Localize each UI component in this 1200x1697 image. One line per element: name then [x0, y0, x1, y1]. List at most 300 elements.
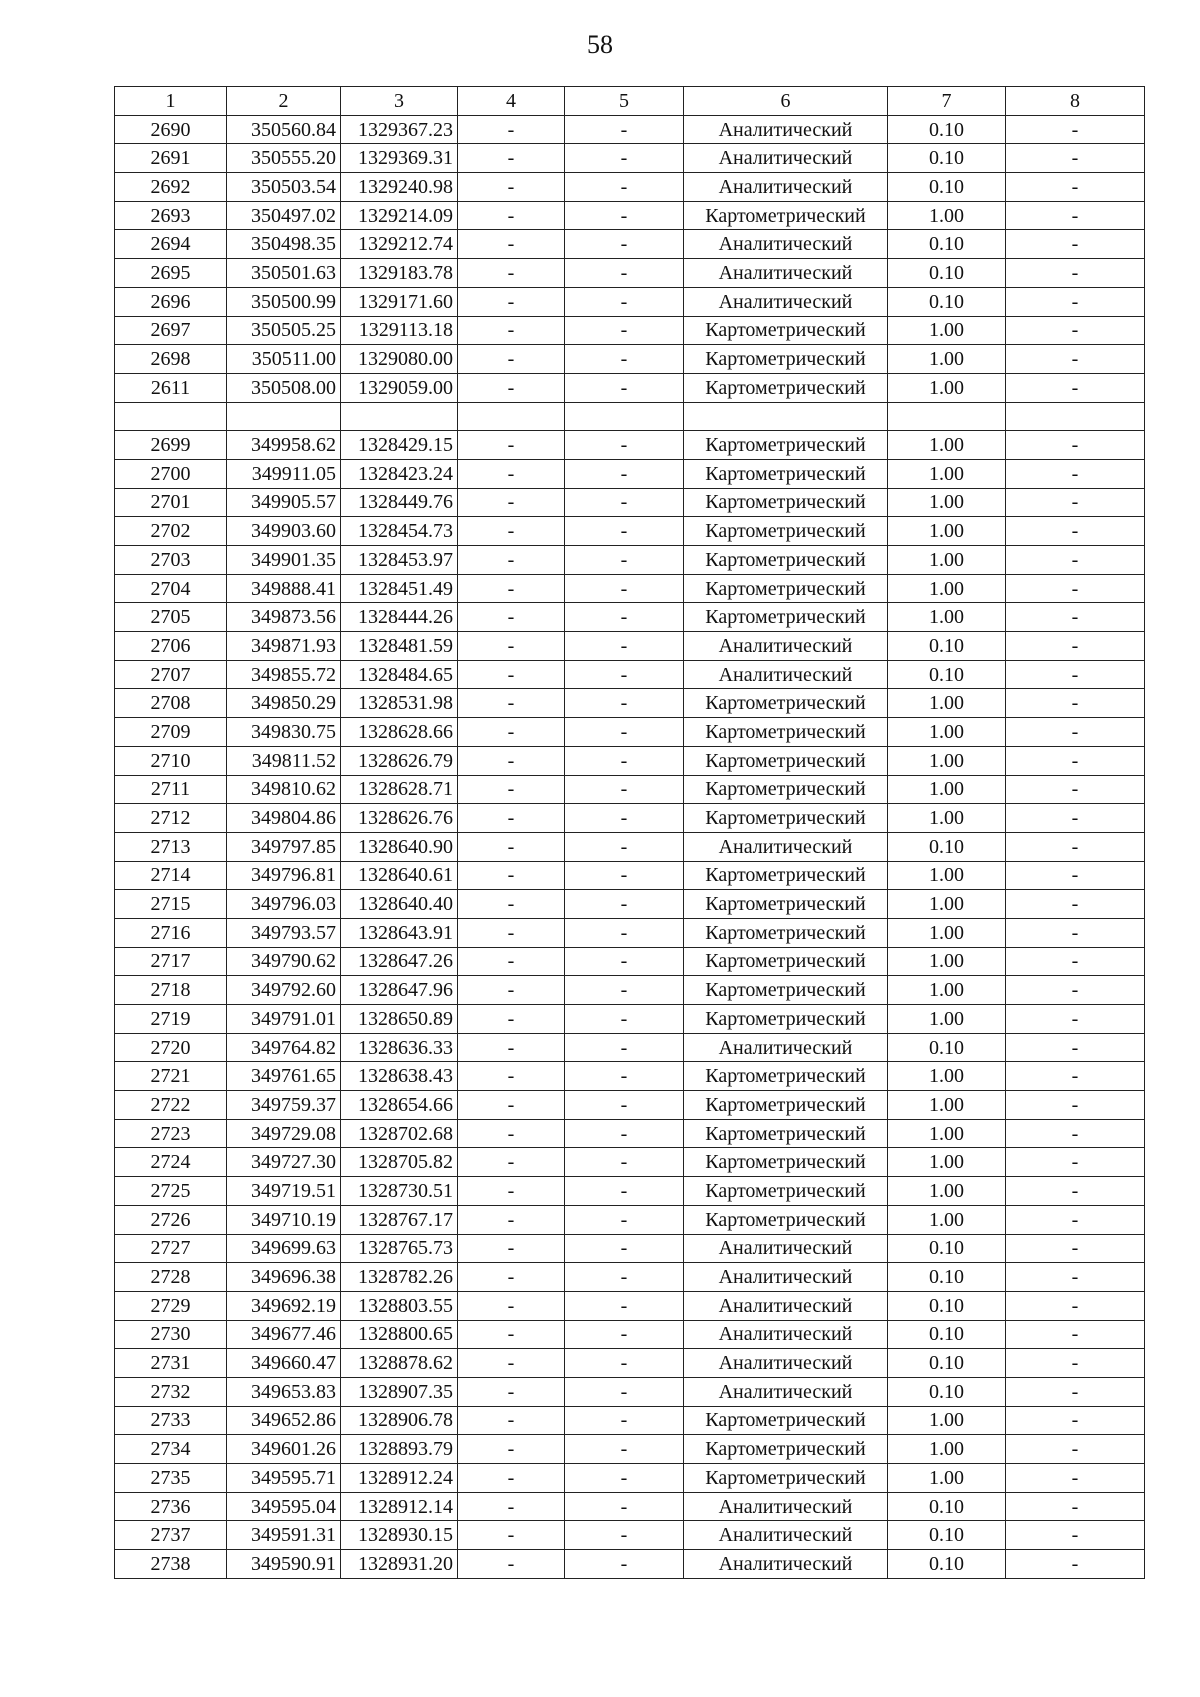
table-cell: 349652.86 [227, 1406, 341, 1435]
table-cell: 349804.86 [227, 804, 341, 833]
table-cell: - [565, 832, 684, 861]
table-cell: Аналитический [684, 1234, 888, 1263]
table-cell: - [1006, 1377, 1145, 1406]
table-cell: - [1006, 459, 1145, 488]
table-cell: 1329171.60 [341, 287, 458, 316]
table-cell: 1328654.66 [341, 1091, 458, 1120]
table-cell [341, 402, 458, 431]
table-cell: 0.10 [888, 144, 1006, 173]
table-cell: - [1006, 632, 1145, 661]
table-cell: - [1006, 1464, 1145, 1493]
table-cell: - [458, 517, 565, 546]
table-cell: 2711 [115, 775, 227, 804]
table-cell: 0.10 [888, 1234, 1006, 1263]
column-header: 6 [684, 87, 888, 116]
table-cell: - [565, 1205, 684, 1234]
table-row [115, 1492, 1145, 1521]
table-row [115, 431, 1145, 460]
table-cell: - [565, 1091, 684, 1120]
table-row [115, 345, 1145, 374]
table-cell: 1328429.15 [341, 431, 458, 460]
table-cell: Картометрический [684, 947, 888, 976]
table-header-row [115, 87, 1145, 116]
table-cell: - [1006, 861, 1145, 890]
table-cell: - [458, 201, 565, 230]
table-cell: Картометрический [684, 1119, 888, 1148]
table-cell: 1.00 [888, 574, 1006, 603]
table-cell: 1.00 [888, 890, 1006, 919]
table-cell: - [458, 660, 565, 689]
table-cell: - [458, 316, 565, 345]
table-row [115, 1091, 1145, 1120]
table-cell: 2729 [115, 1291, 227, 1320]
table-cell: - [458, 546, 565, 575]
table-cell: Аналитический [684, 832, 888, 861]
table-cell: Аналитический [684, 1263, 888, 1292]
table-cell: Картометрический [684, 976, 888, 1005]
table-cell: - [458, 976, 565, 1005]
table-cell: - [458, 287, 565, 316]
table-cell: 1328626.76 [341, 804, 458, 833]
table-cell: - [458, 345, 565, 374]
table-cell [227, 402, 341, 431]
table-cell: - [1006, 689, 1145, 718]
table-cell: - [458, 890, 565, 919]
coordinates-table [114, 86, 1145, 1579]
table-row [115, 115, 1145, 144]
table-cell: Картометрический [684, 746, 888, 775]
table-cell: Картометрический [684, 804, 888, 833]
table-cell: - [1006, 574, 1145, 603]
table-cell: - [458, 144, 565, 173]
table-cell: - [565, 1005, 684, 1034]
table-cell: 2702 [115, 517, 227, 546]
table-cell: - [565, 488, 684, 517]
table-cell: 1328765.73 [341, 1234, 458, 1263]
table-row [115, 603, 1145, 632]
table-cell: 1.00 [888, 746, 1006, 775]
table-cell: 1328931.20 [341, 1550, 458, 1579]
table-cell: - [458, 861, 565, 890]
table-cell: 2701 [115, 488, 227, 517]
table-cell: 1328638.43 [341, 1062, 458, 1091]
table-cell: - [565, 517, 684, 546]
table-cell: 349810.62 [227, 775, 341, 804]
table-cell: - [458, 1205, 565, 1234]
table-cell: 2728 [115, 1263, 227, 1292]
table-cell: 349790.62 [227, 947, 341, 976]
table-cell: 1.00 [888, 201, 1006, 230]
table-cell: 1.00 [888, 1435, 1006, 1464]
table-cell: - [565, 1177, 684, 1206]
table-cell: 349792.60 [227, 976, 341, 1005]
table-cell: - [458, 1033, 565, 1062]
table-cell: 2705 [115, 603, 227, 632]
table-cell: 349796.81 [227, 861, 341, 890]
table-cell: 1328803.55 [341, 1291, 458, 1320]
table-cell: - [565, 287, 684, 316]
table-cell: - [1006, 1263, 1145, 1292]
table-cell: 349796.03 [227, 890, 341, 919]
table-cell: Картометрический [684, 517, 888, 546]
table-cell: 1328628.71 [341, 775, 458, 804]
table-cell: - [458, 1320, 565, 1349]
table-row [115, 1349, 1145, 1378]
table-cell: Картометрический [684, 603, 888, 632]
table-row [115, 1263, 1145, 1292]
table-cell: Картометрический [684, 574, 888, 603]
table-cell: Картометрический [684, 775, 888, 804]
table-row [115, 1205, 1145, 1234]
table-cell: 0.10 [888, 1349, 1006, 1378]
table-cell: - [565, 345, 684, 374]
table-cell: 2611 [115, 373, 227, 402]
table-cell: - [458, 918, 565, 947]
table-cell: Картометрический [684, 1406, 888, 1435]
table-cell: 2725 [115, 1177, 227, 1206]
table-body [115, 115, 1145, 1578]
table-row [115, 201, 1145, 230]
table-cell: 0.10 [888, 230, 1006, 259]
table-cell: 1329212.74 [341, 230, 458, 259]
table-cell: 2719 [115, 1005, 227, 1034]
table-cell: - [1006, 1033, 1145, 1062]
table-cell: - [1006, 1320, 1145, 1349]
table-cell: 1.00 [888, 775, 1006, 804]
table-cell: Аналитический [684, 632, 888, 661]
table-cell: Картометрический [684, 890, 888, 919]
table-cell: - [565, 775, 684, 804]
table-row [115, 373, 1145, 402]
table-row [115, 546, 1145, 575]
table-cell: - [565, 603, 684, 632]
table-cell: - [565, 201, 684, 230]
table-cell: 0.10 [888, 1550, 1006, 1579]
table-cell: 0.10 [888, 832, 1006, 861]
table-cell: - [458, 746, 565, 775]
table-cell: Картометрический [684, 488, 888, 517]
table-cell: 2713 [115, 832, 227, 861]
table-cell: 2709 [115, 718, 227, 747]
table-cell: 349871.93 [227, 632, 341, 661]
table-cell: 349727.30 [227, 1148, 341, 1177]
table-cell: - [458, 632, 565, 661]
table-row [115, 1521, 1145, 1550]
table-cell: 1.00 [888, 316, 1006, 345]
table-cell: - [458, 718, 565, 747]
table-cell: 2738 [115, 1550, 227, 1579]
table-cell: - [1006, 1091, 1145, 1120]
table-cell: - [1006, 718, 1145, 747]
table-cell: - [565, 115, 684, 144]
table-cell: Аналитический [684, 1033, 888, 1062]
table-row [115, 632, 1145, 661]
table-cell: - [565, 316, 684, 345]
table-cell: - [1006, 1234, 1145, 1263]
table-cell: - [565, 1349, 684, 1378]
table-row [115, 1177, 1145, 1206]
table-cell: - [565, 259, 684, 288]
table-cell: 349905.57 [227, 488, 341, 517]
table-cell: - [458, 1005, 565, 1034]
table-cell: 349595.71 [227, 1464, 341, 1493]
table-row [115, 488, 1145, 517]
table-cell: 0.10 [888, 1492, 1006, 1521]
table-row [115, 287, 1145, 316]
column-header: 8 [1006, 87, 1145, 116]
page-number: 58 [587, 30, 613, 59]
table-cell: Картометрический [684, 373, 888, 402]
table-cell: - [458, 115, 565, 144]
table-cell: - [565, 1464, 684, 1493]
table-cell: 0.10 [888, 287, 1006, 316]
table-cell: 2710 [115, 746, 227, 775]
table-cell: Аналитический [684, 115, 888, 144]
table-cell: - [1006, 115, 1145, 144]
table-cell: - [458, 259, 565, 288]
table-cell: - [565, 431, 684, 460]
table-cell: 1329080.00 [341, 345, 458, 374]
table-cell: 349660.47 [227, 1349, 341, 1378]
table-cell: - [565, 1492, 684, 1521]
table-cell: 2735 [115, 1464, 227, 1493]
table-cell: - [565, 1377, 684, 1406]
table-cell: - [458, 1177, 565, 1206]
table-cell: Картометрический [684, 1091, 888, 1120]
table-cell: 1328893.79 [341, 1435, 458, 1464]
column-header: 1 [115, 87, 227, 116]
table-cell: - [458, 1435, 565, 1464]
table-cell: - [1006, 976, 1145, 1005]
table-cell: - [1006, 775, 1145, 804]
table-row [115, 1435, 1145, 1464]
table-cell: 1329214.09 [341, 201, 458, 230]
table-cell: 1329240.98 [341, 173, 458, 202]
table-cell: 1328640.90 [341, 832, 458, 861]
table-cell: 349653.83 [227, 1377, 341, 1406]
table-cell: 1.00 [888, 918, 1006, 947]
table-cell: - [565, 746, 684, 775]
table-cell: - [565, 660, 684, 689]
table-cell: Аналитический [684, 259, 888, 288]
table-cell [565, 402, 684, 431]
table-cell: 349710.19 [227, 1205, 341, 1234]
table-cell: 350498.35 [227, 230, 341, 259]
table-cell: 2698 [115, 345, 227, 374]
table-cell: 349764.82 [227, 1033, 341, 1062]
table-cell: - [458, 1406, 565, 1435]
table-cell: 2724 [115, 1148, 227, 1177]
table-cell: 1328930.15 [341, 1521, 458, 1550]
table-cell: Аналитический [684, 1377, 888, 1406]
table-cell: 349873.56 [227, 603, 341, 632]
table-cell: - [565, 1406, 684, 1435]
table-cell: 1328912.24 [341, 1464, 458, 1493]
table-cell: 1.00 [888, 1119, 1006, 1148]
table-cell: 1328650.89 [341, 1005, 458, 1034]
table-cell: - [1006, 1550, 1145, 1579]
table-cell: Картометрический [684, 345, 888, 374]
table-cell: 1328782.26 [341, 1263, 458, 1292]
table-cell: - [565, 546, 684, 575]
table-cell: 350560.84 [227, 115, 341, 144]
table-cell: - [1006, 1521, 1145, 1550]
table-cell: 2718 [115, 976, 227, 1005]
table-cell: Картометрический [684, 1205, 888, 1234]
table-cell: - [458, 1349, 565, 1378]
table-cell: 1328767.17 [341, 1205, 458, 1234]
table-row [115, 459, 1145, 488]
table-row [115, 1406, 1145, 1435]
table-cell: Аналитический [684, 1291, 888, 1320]
table-row [115, 775, 1145, 804]
table-cell: - [1006, 259, 1145, 288]
table-row [115, 918, 1145, 947]
table-row [115, 1033, 1145, 1062]
table-cell: - [458, 173, 565, 202]
table-cell: 2726 [115, 1205, 227, 1234]
table-cell: 2723 [115, 1119, 227, 1148]
table-cell: 1.00 [888, 546, 1006, 575]
table-row [115, 718, 1145, 747]
table-cell: - [458, 1521, 565, 1550]
table-row [115, 1377, 1145, 1406]
table-cell: Картометрический [684, 1435, 888, 1464]
table-cell: 2731 [115, 1349, 227, 1378]
table-cell: - [1006, 890, 1145, 919]
table-cell: 2715 [115, 890, 227, 919]
table-cell: - [1006, 488, 1145, 517]
table-cell: - [458, 1377, 565, 1406]
table-cell: 2720 [115, 1033, 227, 1062]
table-cell: 2730 [115, 1320, 227, 1349]
table-cell: 1329369.31 [341, 144, 458, 173]
table-cell: 349761.65 [227, 1062, 341, 1091]
table-cell: 1328454.73 [341, 517, 458, 546]
table-cell: 1328730.51 [341, 1177, 458, 1206]
table-cell: 2714 [115, 861, 227, 890]
table-row [115, 689, 1145, 718]
table-cell: 350555.20 [227, 144, 341, 173]
table-cell: Картометрический [684, 201, 888, 230]
table-cell: - [458, 1492, 565, 1521]
table-cell: 1.00 [888, 1091, 1006, 1120]
table-cell: - [565, 574, 684, 603]
table-cell: 349797.85 [227, 832, 341, 861]
table-cell: 1328800.65 [341, 1320, 458, 1349]
table-cell: 1328640.40 [341, 890, 458, 919]
table-cell: Аналитический [684, 230, 888, 259]
table-cell: - [565, 1234, 684, 1263]
table-cell: Аналитический [684, 144, 888, 173]
table-cell: Аналитический [684, 1349, 888, 1378]
column-header: 3 [341, 87, 458, 116]
table-cell: 349591.31 [227, 1521, 341, 1550]
table-cell: 349692.19 [227, 1291, 341, 1320]
table-row [115, 1291, 1145, 1320]
table-cell: 1328453.97 [341, 546, 458, 575]
table-cell: 349903.60 [227, 517, 341, 546]
table-cell: 2706 [115, 632, 227, 661]
table-cell: 2732 [115, 1377, 227, 1406]
table-cell: - [565, 1550, 684, 1579]
table-row [115, 660, 1145, 689]
table-cell: - [458, 1550, 565, 1579]
table-cell: 2733 [115, 1406, 227, 1435]
table-cell: 349696.38 [227, 1263, 341, 1292]
table-cell: 1328531.98 [341, 689, 458, 718]
table-cell: 1328702.68 [341, 1119, 458, 1148]
table-cell: 2712 [115, 804, 227, 833]
table-cell: Картометрический [684, 459, 888, 488]
table-cell: Аналитический [684, 173, 888, 202]
table-cell: 349811.52 [227, 746, 341, 775]
table-cell: 0.10 [888, 1320, 1006, 1349]
table-cell: 1329059.00 [341, 373, 458, 402]
table-cell: - [1006, 1005, 1145, 1034]
table-row [115, 230, 1145, 259]
table-row [115, 402, 1145, 431]
table-cell: 1.00 [888, 373, 1006, 402]
column-header: 5 [565, 87, 684, 116]
table-cell: - [565, 1033, 684, 1062]
table-cell: - [458, 431, 565, 460]
column-header: 7 [888, 87, 1006, 116]
table-cell: - [458, 1148, 565, 1177]
table-cell: Картометрический [684, 1177, 888, 1206]
table-cell: - [565, 804, 684, 833]
table-cell: 0.10 [888, 115, 1006, 144]
table-cell: Картометрический [684, 316, 888, 345]
table-cell: - [1006, 1062, 1145, 1091]
table-cell: 350503.54 [227, 173, 341, 202]
table-cell: 350511.00 [227, 345, 341, 374]
table-cell: 2736 [115, 1492, 227, 1521]
table-cell: - [458, 832, 565, 861]
table-cell: - [565, 1119, 684, 1148]
table-cell: - [1006, 832, 1145, 861]
table-row [115, 259, 1145, 288]
table-cell: 1328907.35 [341, 1377, 458, 1406]
table-cell: 2697 [115, 316, 227, 345]
table-cell: Картометрический [684, 918, 888, 947]
table-row [115, 804, 1145, 833]
table-cell: - [565, 1320, 684, 1349]
table-cell: - [458, 230, 565, 259]
table-cell: 349791.01 [227, 1005, 341, 1034]
table-cell: - [565, 976, 684, 1005]
table-cell: 2737 [115, 1521, 227, 1550]
table-row [115, 1234, 1145, 1263]
table-cell: Картометрический [684, 1062, 888, 1091]
table-cell: - [1006, 918, 1145, 947]
column-header: 4 [458, 87, 565, 116]
table-cell: 1329113.18 [341, 316, 458, 345]
table-row [115, 316, 1145, 345]
table-cell: 1328451.49 [341, 574, 458, 603]
table-cell: Картометрический [684, 689, 888, 718]
table-cell: 349729.08 [227, 1119, 341, 1148]
table-cell: - [1006, 1492, 1145, 1521]
table-cell: - [458, 775, 565, 804]
table-cell: - [1006, 1435, 1145, 1464]
table-cell: - [1006, 746, 1145, 775]
table-cell: 2692 [115, 173, 227, 202]
table-cell: 1.00 [888, 431, 1006, 460]
table-cell: - [1006, 1177, 1145, 1206]
table-cell: - [565, 173, 684, 202]
table-cell: 349595.04 [227, 1492, 341, 1521]
